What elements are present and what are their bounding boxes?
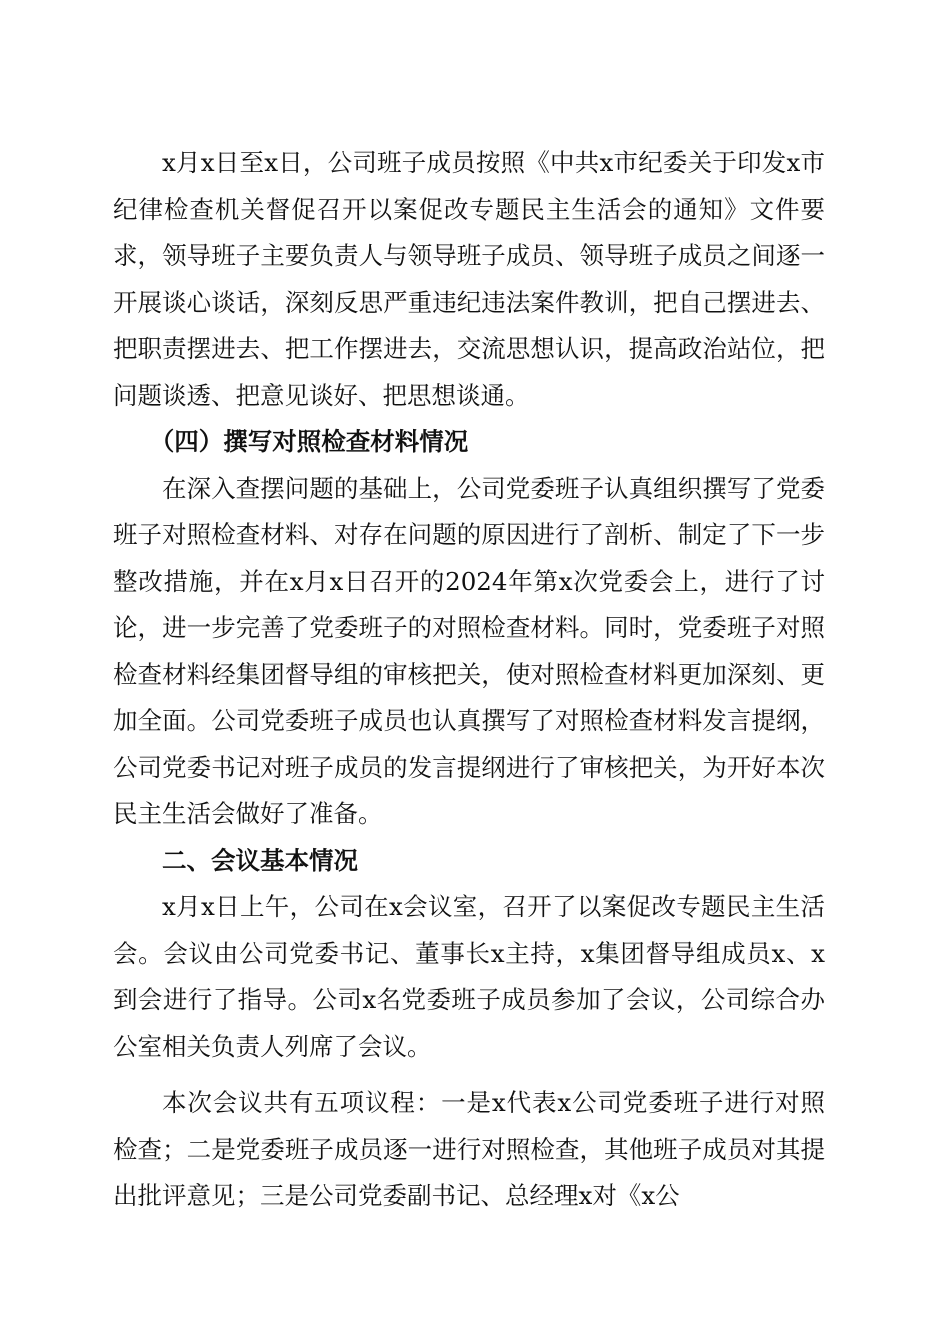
subsection-heading-4: （四）撰写对照检查材料情况	[149, 427, 469, 456]
section-heading-meeting: 二、会议基本情况	[162, 845, 358, 875]
document-body	[113, 140, 825, 1220]
paragraph-agenda: 本次会议共有五项议程：一是x代表x公司党委班子进行对照检查；二是党委班子成员逐一进行对照检查，其他班子成员对其提出批评意见；三是公司党委副书记、总经理x对《x公	[113, 1088, 825, 1210]
paragraph-meeting-info: x月x日上午，公司在x会议室，召开了以案促改专题民主生活会。会议由公司党委书记、董事长x主持，x集团督导组成员x、x到会进行了指导。公司x名党委班子成员参加了会议，公司综合办公室相关负责人列席了会议。	[113, 892, 825, 1061]
paragraph-checking-materials: 在深入查摆问题的基础上，公司党委班子认真组织撰写了党委班子对照检查材料、对存在问题的原因进行了剖析、制定了下一步整改措施，并在x月x日召开的2024年第x次党委会上，进行了讨论，进一步完善了党委班子的对照检查材料。同时，党委班子对照检查材料经集团督导组的审核把关，使对照检查材料更加深刻、更加全面。公司党委班子成员也认真撰写了对照检查材料发言提纲，公司党委书记对班子成员的发言提纲进行了审核把关，为开好本次民主生活会做好了准备。	[113, 473, 825, 828]
paragraph-talks: x月x日至x日，公司班子成员按照《中共x市纪委关于印发x市纪律检查机关督促召开以案促改专题民主生活会的通知》文件要求，领导班子主要负责人与领导班子成员、领导班子成员之间逐一开展谈心谈话，深刻反思严重违纪违法案件教训，把自己摆进去、把职责摆进去、把工作摆进去，交流思想认识，提高政治站位，把问题谈透、把意见谈好、把思想谈通。	[113, 148, 825, 410]
